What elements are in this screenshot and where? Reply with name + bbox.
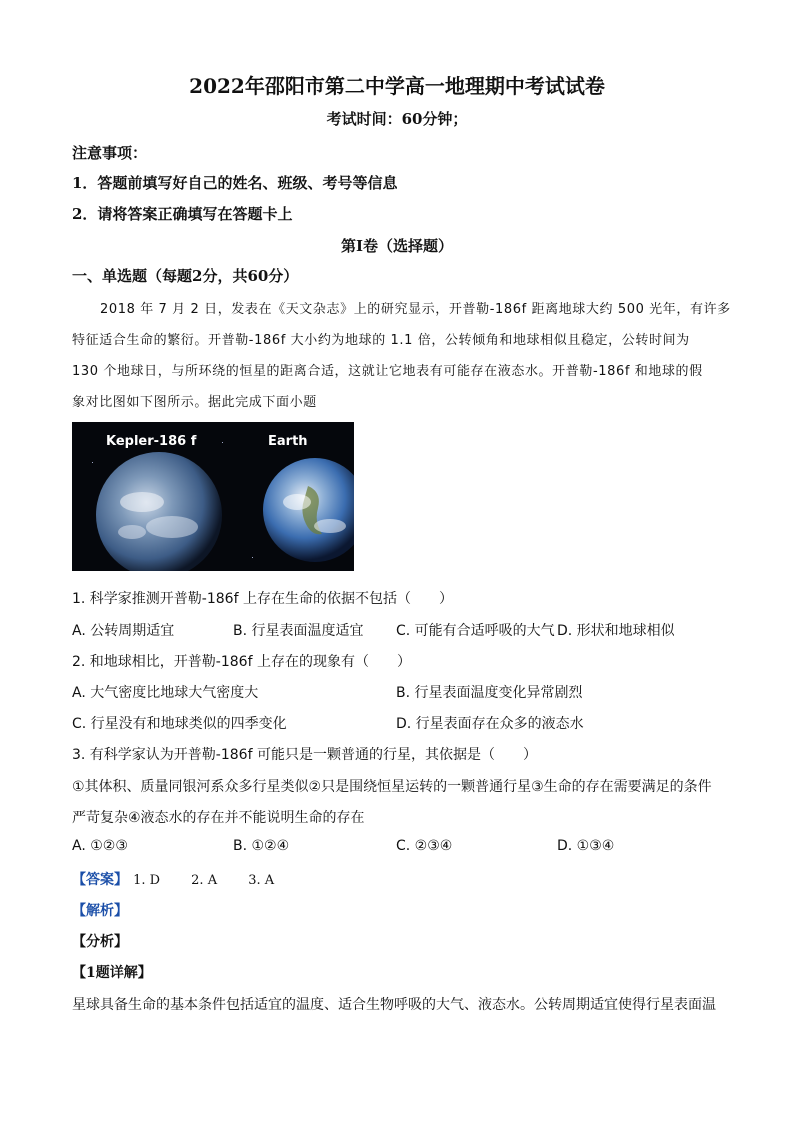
q3-option-d: D. ①③④ [557,838,615,854]
question-3-body: 严苛复杂④液态水的存在并不能说明生命的存在 [72,810,365,826]
answer-tag: 【答案】 [72,872,128,888]
planet-comparison-figure [72,422,354,571]
note-item: 2．请将答案正确填写在答题卡上 [72,205,293,223]
part-heading: 一、单选题（每题2分，共60分） [72,267,299,285]
q2-option-c: C. 行星没有和地球类似的四季变化 [72,716,287,732]
passage-line: 2018 年 7 月 2 日，发表在《天文杂志》上的研究显示，开普勒-186f 距离地球大约 500 光年，有许多 [100,302,731,317]
q1-option-b: B. 行星表面温度适宜 [233,623,364,639]
detail-text: 星球具备生命的基本条件包括适宜的温度、适合生物呼吸的大气、液态水。公转周期适宜使得行星表面温 [72,997,716,1013]
q1-option-a: A. 公转周期适宜 [72,623,175,639]
earth-label: Earth [268,434,308,449]
q3-option-a: A. ①②③ [72,838,128,854]
passage-line: 象对比图如下图所示。据此完成下面小题 [72,395,317,410]
section-title: 第I卷（选择题） [340,237,454,255]
question-3-stem: 3. 有科学家认为开普勒-186f 可能只是一颗普通的行星，其依据是（ ） [72,747,537,763]
planets-illustration [72,422,354,571]
notes-heading: 注意事项： [72,144,148,162]
q2-option-d: D. 行星表面存在众多的液态水 [396,716,584,732]
kepler-planet [96,452,222,571]
detail-heading: 【1题详解】 [72,965,152,981]
fenxi-tag: 【分析】 [72,934,128,950]
passage-line: 特征适合生命的繁衍。开普勒-186f 大小约为地球的 1.1 倍，公转倾角和地球相似且稳定，公转时间为 [72,333,690,348]
question-1-stem: 1. 科学家推测开普勒-186f 上存在生命的依据不包括（ ） [72,591,453,607]
question-2-stem: 2. 和地球相比，开普勒-186f 上存在的现象有（ ） [72,654,411,670]
q3-option-b: B. ①②④ [233,838,290,854]
analysis-tag: 【解析】 [72,903,128,919]
q3-option-c: C. ②③④ [396,838,453,854]
answer-line [72,869,274,889]
exam-time: 考试时间：60分钟； [326,110,468,128]
answer-value: 1. D [133,873,161,888]
passage-line: 130 个地球日，与所环绕的恒星的距离合适，这就让它地表有可能存在液态水。开普勒-186f 和地球的假 [72,364,703,379]
exam-title: 2022年邵阳市第二中学高一地理期中考试试卷 [189,74,605,98]
answer-value: 2. A [191,873,218,888]
note-item: 1．答题前填写好自己的姓名、班级、考号等信息 [72,174,398,192]
kepler-label: Kepler-186 f [106,434,197,449]
answer-value: 3. A [248,873,275,888]
q1-option-c: C. 可能有合适呼吸的大气 [396,623,555,639]
q2-option-a: A. 大气密度比地球大气密度大 [72,685,259,701]
q2-option-b: B. 行星表面温度变化异常剧烈 [396,685,583,701]
question-3-body: ①其体积、质量同银河系众多行星类似②只是围绕恒星运转的一颗普通行星③生命的存在需要满足的条件 [72,779,712,795]
q1-option-d: D. 形状和地球相似 [557,623,675,639]
